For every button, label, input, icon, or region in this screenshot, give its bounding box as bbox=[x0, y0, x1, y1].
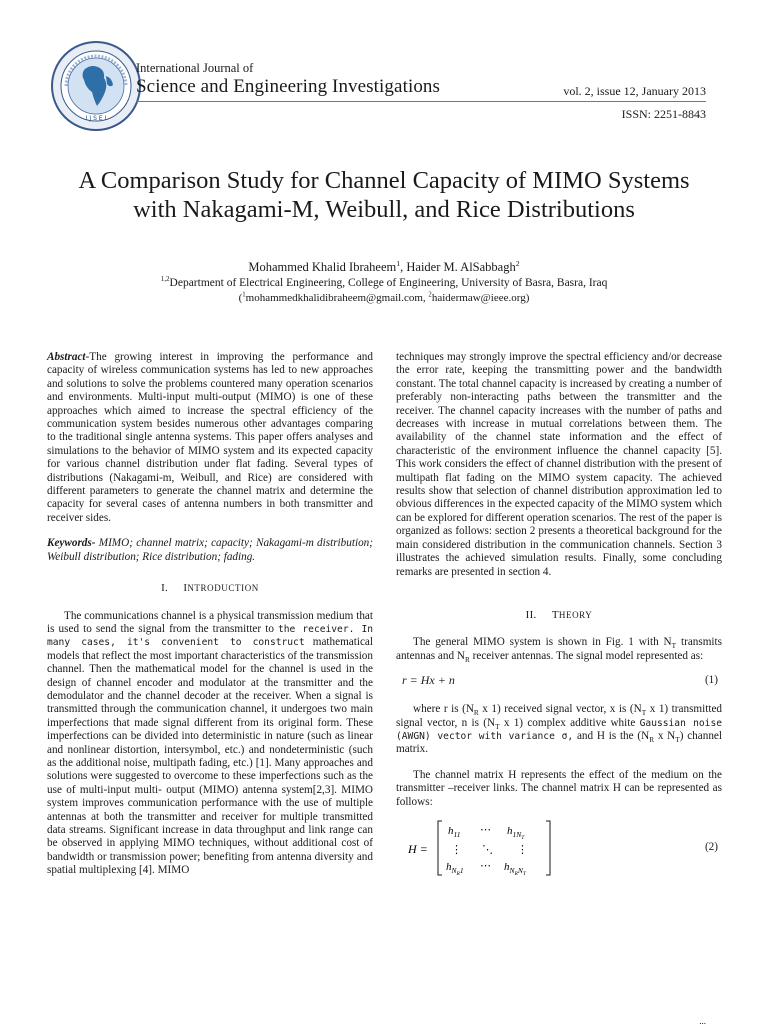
paper-title bbox=[0, 166, 768, 224]
journal-logo bbox=[50, 40, 142, 132]
affiliation bbox=[0, 277, 768, 289]
section-title-initial: T bbox=[551, 608, 559, 621]
keywords-label: Keywords- bbox=[47, 537, 96, 550]
author-2-sup: 2 bbox=[515, 258, 520, 268]
abstract bbox=[47, 351, 373, 525]
subscript: R bbox=[649, 736, 655, 745]
intro-paragraph bbox=[47, 610, 373, 878]
svg-text:I J S E I: I J S E I bbox=[85, 115, 107, 122]
matrix-h11: $h_{11}$ bbox=[448, 824, 461, 839]
matrix-vdots-right: ⋮ bbox=[517, 842, 528, 856]
intro-continuation: techniques may strongly improve the spectral efficiency and/or decrease the error rate, keeping the transmitting power and the bandwidth constant. The total channel capacity is increased by creating a number of preferably non-interacting paths between the transmitter and the receiver. The channel capacity increases with the number of paths and decreases with increase in mutual correlations between them. The availability of the channel state information and the effect of characteristic of the environment influence the channel capacity [5]. This work considers the effect of channel distribution with the present of multipath flat fading on the MIMO system capacity. The achieved results show that selection of channel distribution approximation led to obvious differences in the expected capacity of the MIMO system which can be explored for different operation scenarios. The rest of the paper is organized as follows: section 2 presents a theoretical background for the main considered distribution in the communication channels. Section 3 illustrates the achieved simulation results. Finally, some concluding remarks are presented in section 4. bbox=[396, 351, 722, 578]
section-heading-introduction bbox=[47, 582, 373, 595]
subscript: R bbox=[473, 709, 479, 718]
issn: ISSN: 2251-8843 bbox=[621, 107, 706, 121]
journal-name: Science and Engineering Investigations bbox=[136, 76, 441, 97]
matrix-vdots-left: ⋮ bbox=[451, 842, 462, 856]
intro-text-a: The communications channel is a physical transmission medium that is used to send the signal from the transmitter to bbox=[47, 609, 373, 635]
theory-text: x N bbox=[654, 729, 676, 742]
title-line-1: A Comparison Study for Channel Capacity of MIMO Systems bbox=[78, 167, 690, 194]
section-number: I. bbox=[161, 582, 169, 595]
theory-text: and H is the (N bbox=[573, 729, 650, 742]
title-line-2: with Nakagami-M, Weibull, and Rice Distributions bbox=[133, 196, 635, 223]
channel-matrix bbox=[408, 817, 578, 879]
matrix-hn1: $h_NR1$ bbox=[446, 860, 464, 877]
author-1: Mohammed Khalid Ibraheem bbox=[248, 260, 397, 274]
theory-text: x 1) transmitted signal vector, n is (N bbox=[396, 703, 723, 729]
affil-sup: 1,2 bbox=[160, 275, 170, 284]
subscript: T bbox=[675, 736, 680, 745]
section-title-rest: NTRODUCTION bbox=[187, 583, 259, 594]
matrix-lhs: H = bbox=[408, 841, 428, 856]
affil-text: Department of Electrical Engineering, College of Engineering, University of Basra, Basra, Iraq bbox=[169, 277, 608, 289]
journal-name-small: International Journal of bbox=[136, 61, 254, 75]
section-number: II. bbox=[525, 608, 537, 621]
header-divider bbox=[136, 101, 706, 102]
section-title-rest: HEORY bbox=[558, 609, 593, 620]
volume-info: vol. 2, issue 12, January 2013 bbox=[563, 84, 706, 98]
theory-paragraph-2 bbox=[396, 703, 722, 757]
email-open: ( bbox=[238, 292, 243, 304]
equation-2 bbox=[396, 817, 722, 879]
section-heading-theory bbox=[396, 609, 722, 622]
theory-text: transmits antennas and N bbox=[396, 636, 723, 662]
theory-text: x 1) complex additive white bbox=[499, 716, 640, 729]
subscript: T bbox=[671, 642, 677, 651]
matrix-hdots: ⋯ bbox=[480, 822, 491, 836]
subscript: R bbox=[464, 655, 470, 664]
matrix-ddots: ⋱ bbox=[482, 842, 493, 856]
abstract-text: -The growing interest in improving the performance and capacity of wireless communication systems has led to new approaches and solutions to solve the problems countered many operation scenarios and environments. Multi-input multi-output (MIMO) is one of these approaches which aimed to increase the spectral efficiency of the communication system besides numerous other advantages comparing to the traditional single antenna systems. This paper offers analyses and simulations to the behavior of MIMO system and its expected capacity for various channel distribution under flat fading. Several types of distributions (Nakagami-m, Weibull, and Rice) are considered with different parameters to generate the channel matrix and determine the capacity for several cases of antenna numbers in both transmitter and receiver sides. bbox=[47, 351, 373, 524]
theory-text: The general MIMO system is shown in Fig. 1 with N bbox=[413, 636, 672, 649]
email-1[interactable]: mohammedkhalidibraheem@gmail.com, bbox=[245, 292, 429, 304]
theory-text-mono: Gaussian noise (AWGN) vector with variance σ, bbox=[396, 717, 723, 742]
abstract-label: Abstract bbox=[47, 351, 86, 363]
author-emails bbox=[0, 292, 768, 304]
author-1-sup: 1 bbox=[396, 258, 401, 268]
footer-mark: ... bbox=[699, 1016, 706, 1024]
email-2-sup: 2 bbox=[428, 291, 432, 299]
author-sep: , bbox=[400, 260, 407, 274]
theory-text: where r is (N bbox=[413, 703, 474, 716]
matrix-hdots-bottom: ⋯ bbox=[480, 858, 491, 872]
theory-paragraph-1 bbox=[396, 636, 722, 663]
keywords-text: MIMO; channel matrix; capacity; Nakagami-m distribution; Weibull distribution; Rice distribution; fading. bbox=[47, 537, 373, 563]
theory-text: ) channel matrix. bbox=[396, 729, 722, 756]
equation-1-number: (1) bbox=[704, 674, 718, 687]
email-1-sup: 1 bbox=[242, 291, 246, 299]
matrix-hnn: $h_NRNT$ bbox=[504, 860, 526, 877]
intro-text-mono: the receiver. In many cases, it's convenient to construct bbox=[47, 623, 373, 649]
author-2: Haider M. AlSabbagh bbox=[406, 260, 516, 274]
right-column bbox=[396, 351, 722, 879]
author-list bbox=[0, 260, 768, 275]
subscript: T bbox=[641, 709, 647, 718]
subscript: T bbox=[495, 722, 500, 731]
section-title-initial: I bbox=[183, 582, 188, 595]
equation-2-number: (2) bbox=[704, 840, 718, 853]
email-2[interactable]: haidermaw@ieee.org) bbox=[431, 292, 530, 304]
intro-text-b: mathematical models that reflect the most important characteristics of the transmission channel. Then the mathematical model for the channel is used in the design of channel encoder and modulator at the transmitter and the demodulator and the channel decoder at the receiver. When a signal is transmitted through the communication channel, it undergoes two main imperfections that made signal different from its original form. These imperfections can be divided into deterministic in nature (such as linear and nonlinear distortion, intersymbol, etc.) and nondeterministic (such as the additional noise, multipath fading, etc.) [1]. Many approaches and solutions were suggested to overcome to these imperfections such as the use of multi-input multi- output (MIMO) antenna system[2,3]. MIMO system improves communication performance with the use of multiple antennas at both the transmitter and receiver for multiple transmitted data streams. Significant increase in data throughput and link range can be observed in applying MIMO techniques, without additional cost of bandwidth or transmission power; benefiting from antenna diversity and spatial multiplexing [4]. MIMO bbox=[47, 636, 373, 877]
equation-1-body: r = Hx + n bbox=[402, 673, 455, 688]
theory-paragraph-3: The channel matrix H represents the effect of the medium on the transmitter –receiver links. The channel matrix H can be represented as follows: bbox=[396, 768, 722, 808]
theory-text: x 1) received signal vector, x is (N bbox=[478, 703, 642, 716]
matrix-h1n: $h_{1N}T$ bbox=[507, 824, 525, 841]
equation-1 bbox=[396, 671, 722, 691]
left-column bbox=[47, 351, 373, 878]
theory-text: receiver antennas. The signal model represented as: bbox=[469, 649, 704, 662]
keywords bbox=[47, 537, 373, 564]
